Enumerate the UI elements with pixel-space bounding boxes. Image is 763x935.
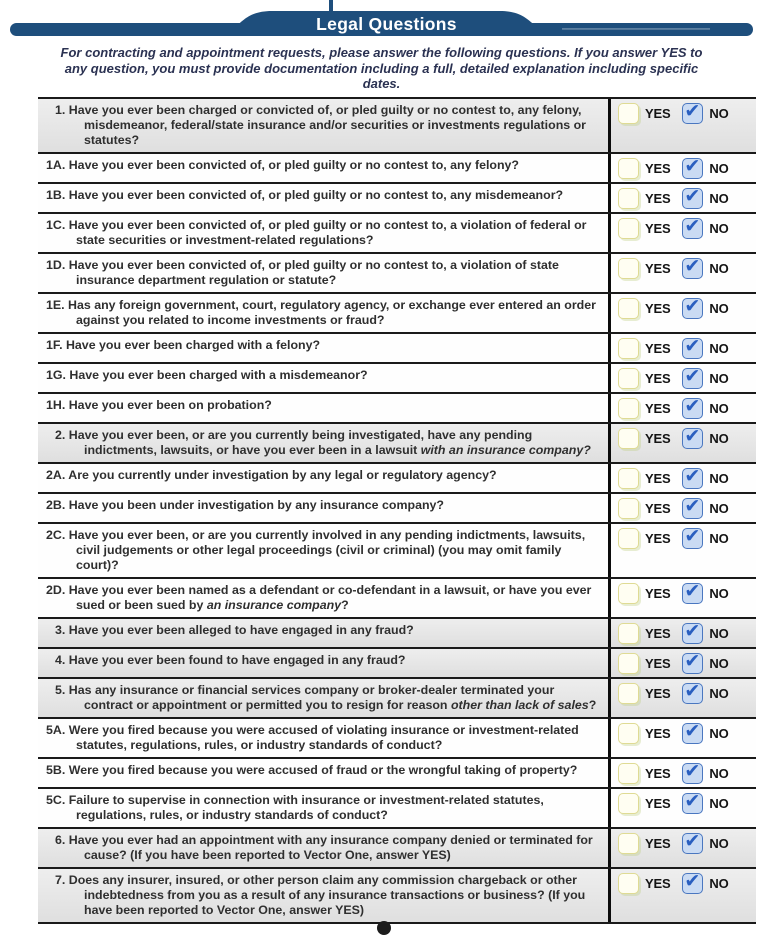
no-label: NO [709, 875, 729, 891]
question-row [38, 494, 756, 524]
yes-checkbox[interactable] [618, 398, 639, 419]
yes-checkbox[interactable] [618, 188, 639, 209]
question-text-main: 2C. Have you ever been, or are you currently involved in any pending indictments, lawsuits, civil judgements or other legal proceedings (civil or criminal) (you may omit family court)? [46, 527, 586, 572]
question-text-italic: with an insurance company? [420, 442, 591, 457]
question-text [38, 679, 608, 717]
question-text-main: 1A. Have you ever been convicted of, or pled guilty or no contest to, any felony? [46, 157, 519, 172]
no-label: NO [709, 530, 729, 546]
no-label: NO [709, 765, 729, 781]
answer-cell [608, 869, 756, 922]
question-row [38, 394, 756, 424]
yes-label: YES [645, 470, 671, 486]
answer-cell [608, 334, 756, 362]
yes-checkbox[interactable] [618, 763, 639, 784]
checkmark-icon: ✔ [684, 255, 701, 277]
question-row [38, 579, 756, 619]
question-text-main: 3. Have you ever been alleged to have engaged in any fraud? [55, 622, 414, 637]
answer-cell [608, 579, 756, 617]
question-text-main: 5B. Were you fired because you were accused of fraud or the wrongful taking of property? [46, 762, 578, 777]
no-checkbox[interactable] [682, 425, 703, 449]
question-text [38, 649, 608, 677]
yes-checkbox[interactable] [618, 723, 639, 744]
answer-cell [608, 679, 756, 717]
no-label: NO [709, 795, 729, 811]
answer-cell [608, 154, 756, 182]
no-checkbox[interactable] [682, 720, 703, 744]
checkmark-icon: ✔ [684, 495, 701, 517]
question-row [38, 759, 756, 789]
question-row [38, 154, 756, 184]
question-text [38, 334, 608, 362]
yes-label: YES [645, 625, 671, 641]
question-text [38, 294, 608, 332]
question-row [38, 254, 756, 294]
question-text [38, 719, 608, 757]
answer-cell [608, 619, 756, 647]
yes-checkbox[interactable] [618, 158, 639, 179]
answer-cell [608, 364, 756, 392]
question-text [38, 464, 608, 492]
answer-cell [608, 719, 756, 757]
yes-label: YES [645, 430, 671, 446]
question-text-main: 5A. Were you fired because you were accused of violating insurance or investment-related statutes, regulations, rules, or industry standards of conduct? [46, 722, 579, 752]
answer-cell [608, 789, 756, 827]
no-checkbox[interactable] [682, 155, 703, 179]
question-text [38, 99, 608, 152]
no-checkbox[interactable] [682, 495, 703, 519]
question-row [38, 869, 756, 924]
no-label: NO [709, 430, 729, 446]
question-text-italic: other than lack of sales [450, 697, 589, 712]
top-connector-line [329, 0, 333, 11]
page-title: Legal Questions [316, 14, 457, 34]
yes-label: YES [645, 875, 671, 891]
question-text-main: 1E. Has any foreign government, court, regulatory agency, or exchange ever entered an order against you related to income investments or fraud? [46, 297, 596, 327]
yes-checkbox[interactable] [618, 298, 639, 319]
yes-label: YES [645, 835, 671, 851]
checkmark-icon: ✔ [684, 185, 701, 207]
no-label: NO [709, 835, 729, 851]
checkmark-icon: ✔ [684, 155, 701, 177]
question-text-main: 6. Have you ever had an appointment with any insurance company denied or terminated for cause? (If you have been reported to Vector One, answer YES) [55, 832, 593, 862]
checkmark-icon: ✔ [684, 870, 701, 892]
yes-checkbox[interactable] [618, 623, 639, 644]
checkmark-icon: ✔ [684, 295, 701, 317]
question-row [38, 649, 756, 679]
question-row [38, 294, 756, 334]
yes-checkbox[interactable] [618, 338, 639, 359]
no-label: NO [709, 500, 729, 516]
question-text-main: 1C. Have you ever been convicted of, or pled guilty or no contest to, a violation of federal or state securities or investment-related regulations? [46, 217, 587, 247]
yes-label: YES [645, 400, 671, 416]
question-row [38, 789, 756, 829]
no-checkbox[interactable] [682, 335, 703, 359]
yes-label: YES [645, 500, 671, 516]
no-label: NO [709, 340, 729, 356]
answer-cell [608, 829, 756, 867]
question-text [38, 494, 608, 522]
no-checkbox[interactable] [682, 790, 703, 814]
yes-label: YES [645, 725, 671, 741]
no-checkbox[interactable] [682, 760, 703, 784]
yes-label: YES [645, 160, 671, 176]
question-text [38, 184, 608, 212]
yes-checkbox[interactable] [618, 103, 639, 124]
question-text-tail: ? [341, 597, 349, 612]
question-text [38, 524, 608, 577]
yes-label: YES [645, 530, 671, 546]
question-text-main: 5C. Failure to supervise in connection with insurance or investment-related statutes, regulations, rules, or industry standards of conduct? [46, 792, 544, 822]
question-row [38, 99, 756, 154]
no-checkbox[interactable] [682, 680, 703, 704]
no-checkbox[interactable] [682, 255, 703, 279]
questions-table [38, 97, 756, 924]
question-text [38, 364, 608, 392]
question-row [38, 184, 756, 214]
question-text [38, 789, 608, 827]
question-text-main: 2A. Are you currently under investigation by any legal or regulatory agency? [46, 467, 497, 482]
checkmark-icon: ✔ [684, 335, 701, 357]
checkmark-icon: ✔ [684, 790, 701, 812]
yes-checkbox[interactable] [618, 498, 639, 519]
question-text-main: 1B. Have you ever been convicted of, or pled guilty or no contest to, any misdemeanor? [46, 187, 564, 202]
yes-label: YES [645, 370, 671, 386]
checkmark-icon: ✔ [684, 215, 701, 237]
checkmark-icon: ✔ [684, 365, 701, 387]
answer-cell [608, 99, 756, 152]
checkmark-icon: ✔ [684, 720, 701, 742]
no-label: NO [709, 655, 729, 671]
yes-checkbox[interactable] [618, 833, 639, 854]
yes-checkbox[interactable] [618, 653, 639, 674]
answer-cell [608, 464, 756, 492]
checkmark-icon: ✔ [684, 760, 701, 782]
question-text [38, 619, 608, 647]
question-text [38, 829, 608, 867]
yes-checkbox[interactable] [618, 468, 639, 489]
yes-label: YES [645, 585, 671, 601]
yes-checkbox[interactable] [618, 683, 639, 704]
yes-label: YES [645, 105, 671, 121]
question-row [38, 214, 756, 254]
yes-checkbox[interactable] [618, 428, 639, 449]
no-checkbox[interactable] [682, 395, 703, 419]
no-label: NO [709, 470, 729, 486]
question-row [38, 424, 756, 464]
question-row [38, 679, 756, 719]
yes-label: YES [645, 655, 671, 671]
question-row [38, 829, 756, 869]
checkmark-icon: ✔ [684, 395, 701, 417]
yes-label: YES [645, 685, 671, 701]
no-label: NO [709, 685, 729, 701]
no-checkbox[interactable] [682, 650, 703, 674]
checkmark-icon: ✔ [684, 830, 701, 852]
yes-checkbox[interactable] [618, 218, 639, 239]
no-label: NO [709, 190, 729, 206]
no-checkbox[interactable] [682, 185, 703, 209]
question-text-main: 1G. Have you ever been charged with a misdemeanor? [46, 367, 368, 382]
yes-label: YES [645, 260, 671, 276]
question-row [38, 334, 756, 364]
yes-checkbox[interactable] [618, 368, 639, 389]
no-label: NO [709, 300, 729, 316]
no-checkbox[interactable] [682, 525, 703, 549]
question-text [38, 154, 608, 182]
yes-checkbox[interactable] [618, 528, 639, 549]
yes-checkbox[interactable] [618, 583, 639, 604]
question-row [38, 619, 756, 649]
question-text-main: 1D. Have you ever been convicted of, or pled guilty or no contest to, a violation of state insurance department regulation or statute? [46, 257, 559, 287]
checkmark-icon: ✔ [684, 425, 701, 447]
answer-cell [608, 424, 756, 462]
answer-cell [608, 184, 756, 212]
answer-cell [608, 524, 756, 577]
question-text-main: 1H. Have you ever been on probation? [46, 397, 272, 412]
question-text [38, 214, 608, 252]
yes-label: YES [645, 220, 671, 236]
no-label: NO [709, 725, 729, 741]
question-row [38, 364, 756, 394]
checkmark-icon: ✔ [684, 680, 701, 702]
yes-label: YES [645, 300, 671, 316]
yes-label: YES [645, 795, 671, 811]
yes-checkbox[interactable] [618, 793, 639, 814]
question-text [38, 424, 608, 462]
no-checkbox[interactable] [682, 215, 703, 239]
no-checkbox[interactable] [682, 100, 703, 124]
yes-label: YES [645, 340, 671, 356]
no-checkbox[interactable] [682, 620, 703, 644]
question-text-main: 2D. Have you ever been named as a defendant or co-defendant in a lawsuit, or have you ever sued or been sued by [46, 582, 592, 612]
no-checkbox[interactable] [682, 365, 703, 389]
question-text-main: 1. Have you ever been charged or convicted of, or pled guilty or no contest to, any felony, misdemeanor, federal/state insurance and/or securities or investments regulations or statutes? [55, 102, 586, 147]
no-checkbox[interactable] [682, 870, 703, 894]
no-label: NO [709, 160, 729, 176]
question-text-main: 2B. Have you been under investigation by any insurance company? [46, 497, 444, 512]
no-label: NO [709, 260, 729, 276]
no-checkbox[interactable] [682, 580, 703, 604]
page-number-dot [377, 921, 391, 935]
answer-cell [608, 294, 756, 332]
yes-label: YES [645, 765, 671, 781]
question-text [38, 869, 608, 922]
answer-cell [608, 394, 756, 422]
question-text-tail: ? [588, 697, 597, 712]
answer-cell [608, 494, 756, 522]
yes-checkbox[interactable] [618, 258, 639, 279]
question-text [38, 579, 608, 617]
no-checkbox[interactable] [682, 295, 703, 319]
question-text [38, 394, 608, 422]
no-label: NO [709, 105, 729, 121]
question-text-main: 7. Does any insurer, insured, or other person claim any commission chargeback or other indebtedness from you as a result of any insurance transactions or business? (If you have been reported to Vector One, answer YES) [55, 872, 586, 917]
question-text-main: 5. Has any insurance or financial services company or broker-dealer terminated your contract or appointment or permitted you to resign for reason [55, 682, 555, 712]
question-row [38, 464, 756, 494]
yes-checkbox[interactable] [618, 873, 639, 894]
instructions-text: For contracting and appointment requests, please answer the following questions. If you answer YES to any question, you must provide documentation including a full, detailed explanation including specific dates. [60, 45, 703, 91]
no-checkbox[interactable] [682, 465, 703, 489]
question-text-main: 4. Have you ever been found to have engaged in any fraud? [55, 652, 406, 667]
no-label: NO [709, 220, 729, 236]
checkmark-icon: ✔ [684, 465, 701, 487]
answer-cell [608, 759, 756, 787]
question-text-italic: an insurance company [206, 597, 342, 612]
checkmark-icon: ✔ [684, 580, 701, 602]
checkmark-icon: ✔ [684, 620, 701, 642]
section-banner [0, 0, 763, 42]
no-label: NO [709, 400, 729, 416]
question-text [38, 254, 608, 292]
question-row [38, 524, 756, 579]
answer-cell [608, 254, 756, 292]
question-text-main: 1F. Have you ever been charged with a felony? [46, 337, 321, 352]
answer-cell [608, 649, 756, 677]
no-checkbox[interactable] [682, 830, 703, 854]
checkmark-icon: ✔ [684, 525, 701, 547]
question-text-main: 2. Have you ever been, or are you currently being investigated, have any pending indictments, lawsuits, or have you ever been in a lawsuit [55, 427, 533, 457]
no-label: NO [709, 370, 729, 386]
question-row [38, 719, 756, 759]
no-label: NO [709, 585, 729, 601]
question-text [38, 759, 608, 787]
checkmark-icon: ✔ [684, 100, 701, 122]
answer-cell [608, 214, 756, 252]
no-label: NO [709, 625, 729, 641]
checkmark-icon: ✔ [684, 650, 701, 672]
yes-label: YES [645, 190, 671, 206]
